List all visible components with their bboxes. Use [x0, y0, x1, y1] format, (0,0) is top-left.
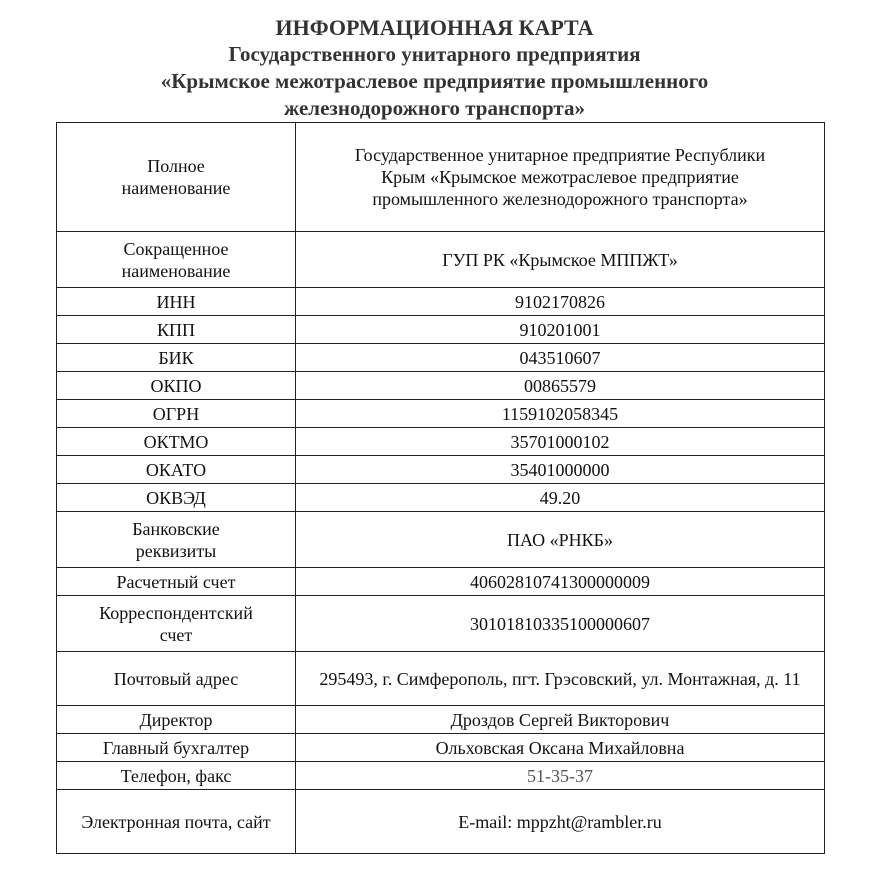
row-label: БИК [57, 344, 296, 372]
row-value: 35401000000 [296, 456, 825, 484]
row-value: Дроздов Сергей Викторович [296, 706, 825, 734]
table-row-okato [57, 456, 825, 484]
title-line-2: Государственного унитарного предприятия [228, 42, 641, 66]
table-row-corr-account [57, 596, 825, 652]
row-label: Корреспондентский счет [57, 596, 296, 652]
row-value: 30101810335100000607 [296, 596, 825, 652]
table-row-kpp [57, 316, 825, 344]
title-line-3: «Крымское межотраслевое предприятие промышленного [160, 69, 709, 93]
row-value: 910201001 [296, 316, 825, 344]
row-label: Почтовый адрес [57, 652, 296, 706]
row-value: 1159102058345 [296, 400, 825, 428]
row-label: ОКТМО [57, 428, 296, 456]
row-label: Директор [57, 706, 296, 734]
row-label: ОКАТО [57, 456, 296, 484]
row-value: 51-35-37 [296, 762, 825, 790]
row-value: Ольховская Оксана Михайловна [296, 734, 825, 762]
row-value: 043510607 [296, 344, 825, 372]
row-label: Главный бухгалтер [57, 734, 296, 762]
table-row-inn [57, 288, 825, 316]
row-label: ОКПО [57, 372, 296, 400]
table-row-account [57, 568, 825, 596]
row-label: ИНН [57, 288, 296, 316]
row-value: 00865579 [296, 372, 825, 400]
table-row-bik [57, 344, 825, 372]
table-row-accountant [57, 734, 825, 762]
row-value: 40602810741300000009 [296, 568, 825, 596]
table-row-bank [57, 512, 825, 568]
table-row-full-name [57, 123, 825, 232]
table-row-address [57, 652, 825, 706]
table-row-oktmo [57, 428, 825, 456]
title-line-4: железнодорожного транспорта» [284, 96, 585, 120]
row-label: Полное наименование [57, 123, 296, 232]
row-label: КПП [57, 316, 296, 344]
row-label: Электронная почта, сайт [57, 790, 296, 854]
table-row-phone [57, 762, 825, 790]
row-label: ОКВЭД [57, 484, 296, 512]
row-value: E-mail: mppzht@rambler.ru [296, 790, 825, 854]
row-value: ПАО «РНКБ» [296, 512, 825, 568]
table-row-director [57, 706, 825, 734]
title-line-1: ИНФОРМАЦИОННАЯ КАРТА [275, 15, 594, 40]
table-row-okved [57, 484, 825, 512]
row-value: 9102170826 [296, 288, 825, 316]
table-row-okpo [57, 372, 825, 400]
table-row-ogrn [57, 400, 825, 428]
row-label: Сокращенное наименование [57, 232, 296, 288]
row-value: 295493, г. Симферополь, пгт. Грэсовский, ул. Монтажная, д. 11 [296, 652, 825, 706]
info-card-table [56, 122, 825, 854]
row-value: Государственное унитарное предприятие Республики Крым «Крымское межотраслевое предприятие промышленного железнодорожного транспорта» [296, 123, 825, 232]
row-label: Банковские реквизиты [57, 512, 296, 568]
row-label: Телефон, факс [57, 762, 296, 790]
table-row-short-name [57, 232, 825, 288]
row-label: Расчетный счет [57, 568, 296, 596]
row-value: ГУП РК «Крымское МППЖТ» [296, 232, 825, 288]
row-value: 49.20 [296, 484, 825, 512]
row-value: 35701000102 [296, 428, 825, 456]
document-title [0, 14, 869, 122]
row-label: ОГРН [57, 400, 296, 428]
table-row-email [57, 790, 825, 854]
